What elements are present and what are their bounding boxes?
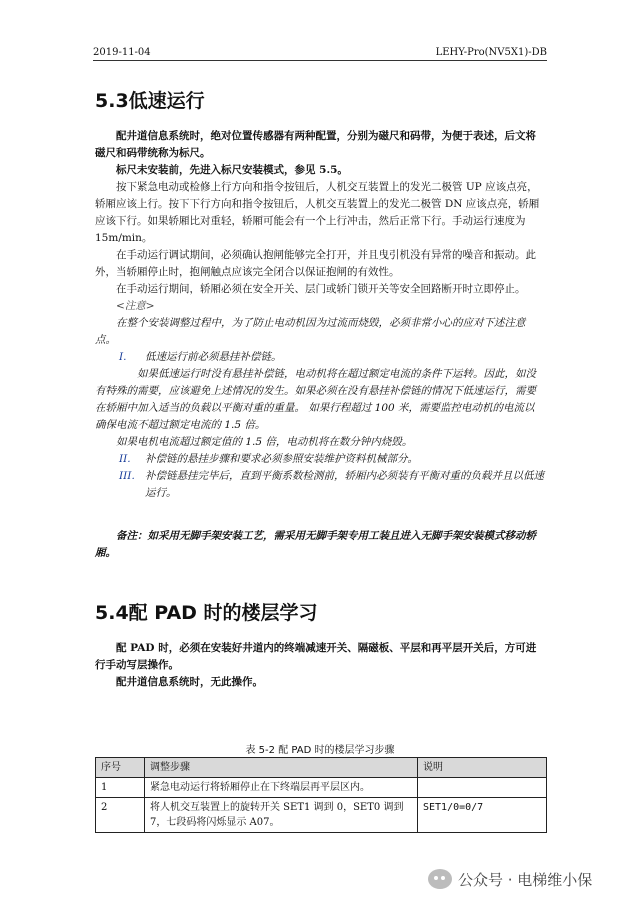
para-manual-run: 按下紧急电动或检修上行方向和指令按钮后，人机交互装置上的发光二极管 UP 应该点亮，轿厢应该上行。按下下行方向和指令按钮后，人机交互装置上的发光二极管 DN 应该点亮，轿厢应该下行。如果轿厢比对重轻，轿厢可能会有一个上行冲击，然后正常下行。手动运行速度为 15m/min。 <box>95 181 540 244</box>
cell-note: SET1/0=0/7 <box>418 798 547 833</box>
cell-no: 2 <box>96 798 145 833</box>
section-5-3-title: 5.3低速运行 <box>95 90 205 112</box>
cell-note <box>418 778 547 798</box>
note-intro: 在整个安装调整过程中，为了防止电动机因为过流而烧毁，必须非常小心的应对下述注意点。 <box>95 317 526 346</box>
para-brake-check: 在手动运行调试期间，必须确认抱闸能够完全打开，并且曳引机没有异常的噪音和振动。此外，当轿厢停止时，抱闸触点应该完全闭合以保证抱闸的有效性。 <box>95 249 536 278</box>
para-no-operation: 配井道信息系统时，无此操作。 <box>116 676 263 688</box>
para-config: 配井道信息系统时，绝对位置传感器有两种配置，分别为磁尺和码带，为便于表述，后文将磁尺和码带统称为标尺。 <box>95 130 536 159</box>
note-item-3-num: III. <box>119 470 135 482</box>
col-header-step: 调整步骤 <box>145 758 418 778</box>
remark-block <box>95 528 545 562</box>
para-scale-install: 标尺未安装前，先进入标尺安装模式，参见 5.5。 <box>116 164 348 176</box>
note-item-2-num: II. <box>119 453 131 465</box>
note-item-3 <box>95 468 545 502</box>
note-title: <注意> <box>116 300 155 312</box>
note-item-2 <box>95 451 545 468</box>
col-header-no: 序号 <box>96 758 145 778</box>
watermark-text: 公众号 · 电梯维小保 <box>458 870 593 889</box>
para-pad-floor: 配 PAD 时，必须在安装好井道内的终端减速开关、隔磁板、平层和再平层开关后，方可进行手动写层操作。 <box>95 642 537 671</box>
page-header <box>93 40 547 61</box>
note-item-1-extra: 如果电机电流超过额定值的 1.5 倍，电动机将在数分钟内烧毁。 <box>116 436 413 448</box>
note-item-1-text: 低速运行前必须悬挂补偿链。 <box>145 351 282 363</box>
cell-step: 将人机交互装置上的旋转开关 SET1 调到 0，SET0 调到 7，七段码将闪烁显示 A07。 <box>145 798 418 833</box>
wechat-icon <box>428 869 452 889</box>
note-item-1 <box>95 349 545 366</box>
cell-no: 1 <box>96 778 145 798</box>
cell-step: 紧急电动运行将轿厢停止在下终端层再平层区内。 <box>145 778 418 798</box>
table-row <box>96 778 547 798</box>
note-item-1-num: I. <box>119 351 127 363</box>
watermark <box>428 866 592 892</box>
col-header-note: 说明 <box>418 758 547 778</box>
section-5-3-body <box>95 128 545 502</box>
floor-learning-table <box>95 757 547 833</box>
note-item-3-text: 补偿链悬挂完毕后，直到平衡系数检测前，轿厢内必须装有平衡对重的负载并且以低速运行。 <box>145 470 544 499</box>
table-row <box>96 798 547 833</box>
header-date: 2019-11-04 <box>93 47 151 58</box>
header-doc-id: LEHY-Pro(NV5X1)-DB <box>435 47 547 58</box>
section-5-4-title: 5.4配 PAD 时的楼层学习 <box>95 602 318 624</box>
table-caption: 表 5-2 配 PAD 时的楼层学习步骤 <box>245 745 395 756</box>
remark-text: 备注：如采用无脚手架安装工艺，需采用无脚手架专用工装且进入无脚手架安装模式移动轿厢。 <box>95 530 536 559</box>
note-item-2-text: 补偿链的悬挂步骤和要求必须参照安装维护资料机械部分。 <box>145 453 418 465</box>
table-header-row <box>96 758 547 778</box>
note-item-1-detail: 如果低速运行时没有悬挂补偿链，电动机将在超过额定电流的条件下运转。因此，如没有特殊的需要，应该避免上述情况的发生。如果必须在没有悬挂补偿链的情况下低速运行，需要在轿厢中加入适当的负载以平衡对重的重量。 如果行程超过 100 米，需要监控电动机的电流以确保电流不超过额定电流的 1.5 倍。 <box>95 368 536 431</box>
section-5-4-body <box>95 640 545 691</box>
para-safety-stop: 在手动运行期间，轿厢必须在安全开关、层门或轿门锁开关等安全回路断开时立即停止。 <box>116 283 526 295</box>
